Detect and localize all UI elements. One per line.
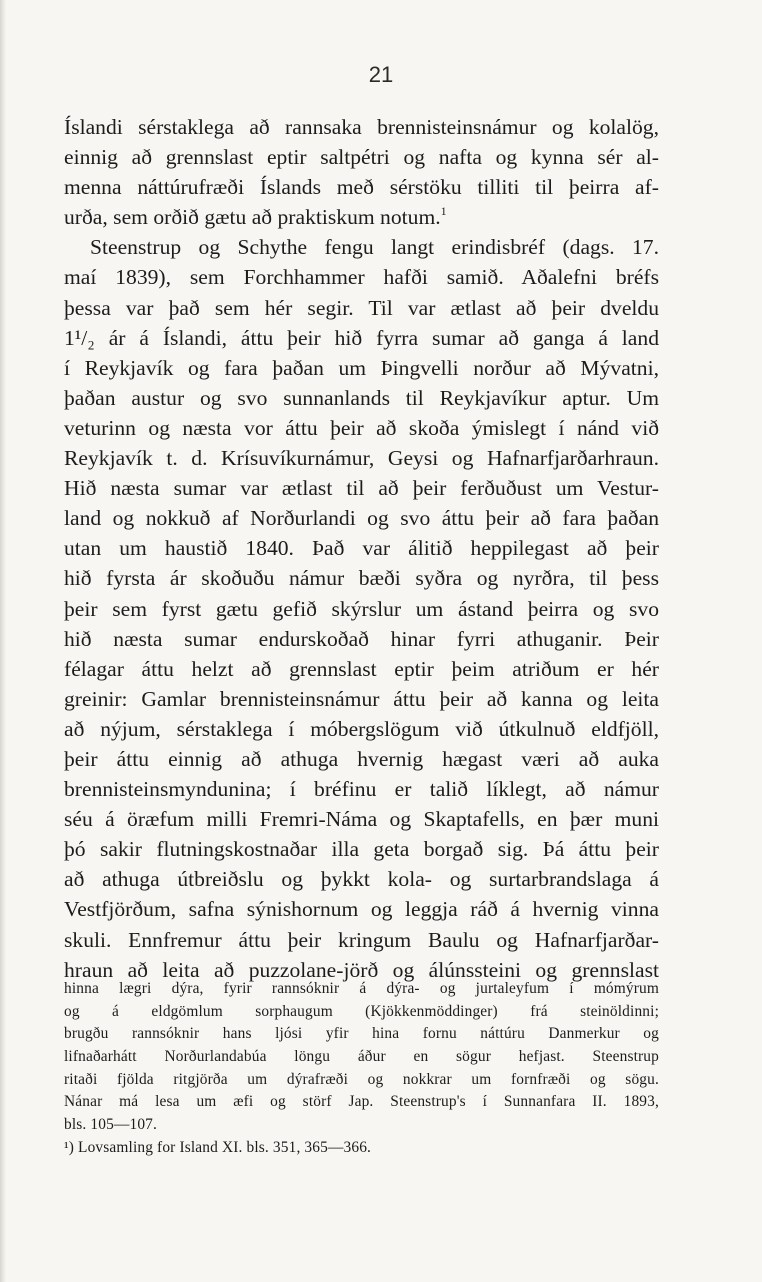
body-line-text: Hið næsta sumar var ætlast til að þeir ferðuðust um Vestur-: [64, 476, 659, 501]
body-line-text: 1¹/₂ ár á Íslandi, áttu þeir hið fyrra sumar að ganga á land: [64, 325, 659, 350]
body-line: [64, 533, 659, 563]
footnote-line-text: brugðu rannsóknir hans ljósi yfir hina fornu náttúru Danmerkur og: [64, 1025, 659, 1043]
body-line-text: félagar áttu helzt að grennslast eptir þeim atriðum er hér: [64, 656, 659, 681]
body-line-text: þaðan austur og svo sunnanlands til Reykjavíkur aptur. Um: [64, 385, 659, 410]
body-line-text: Reykjavík t. d. Krísuvíkurnámur, Geysi og Hafnarfjarðarhraun.: [64, 446, 659, 471]
body-line: [64, 864, 659, 894]
body-line-text: hraun að leita að puzzolane-jörð og álúnssteini og grennslast: [64, 957, 659, 982]
body-line-text: þeir sem fyrst gætu gefið skýrslur um ástand þeirra og svo: [64, 596, 659, 621]
body-line: [64, 654, 659, 684]
body-line: [64, 774, 659, 804]
body-line-text: utan um haustið 1840. Það var álitið heppilegast að þeir: [64, 536, 659, 561]
body-line-text: í Reykjavík og fara þaðan um Þingvelli norður að Mývatni,: [64, 355, 659, 380]
body-line: [64, 834, 659, 864]
body-line: [64, 443, 659, 473]
body-line: [64, 563, 659, 593]
body-line-text: maí 1839), sem Forchhammer hafði samið. Aðalefni bréfs: [64, 265, 659, 290]
page-number: 21: [368, 62, 394, 87]
body-line-text: þó sakir flutningskostnaðar illa geta borgað sig. Þá áttu þeir: [64, 837, 659, 862]
body-line: [64, 894, 659, 924]
body-line: [64, 383, 659, 413]
body-text: [64, 112, 659, 985]
body-line: [64, 323, 659, 353]
footnotes: [64, 978, 659, 1160]
footnote-line: [64, 1114, 659, 1137]
body-line: [64, 925, 659, 955]
footnote-line: [64, 1046, 659, 1069]
body-line: [64, 353, 659, 383]
footnote-line: [64, 1001, 659, 1024]
body-line: [64, 413, 659, 443]
body-line-text: Vestfjörðum, safna sýnishornum og leggja ráð á hvernig vinna: [64, 897, 659, 922]
body-line: [64, 624, 659, 654]
footnote-line-text: lifnaðarhátt Norðurlandabúa löngu áður en sögur hefjast. Steenstrup: [64, 1048, 659, 1066]
body-line: [64, 202, 659, 232]
footnote-line: [64, 978, 659, 1001]
footnote-line-text: bls. 105—107.: [64, 1116, 158, 1134]
body-line-text: land og nokkuð af Norðurlandi og svo áttu þeir að fara þaðan: [64, 506, 659, 531]
footnote-line: [64, 1137, 659, 1160]
body-line-text: Steenstrup og Schythe fengu langt erindisbréf (dags. 17.: [90, 235, 659, 260]
body-line-text: séu á öræfum milli Fremri-Náma og Skaptafells, en þær muni: [64, 807, 659, 832]
body-line: [64, 142, 659, 172]
body-line: [64, 744, 659, 774]
body-line-text: greinir: Gamlar brennisteinsnámur áttu þeir að kanna og leita: [64, 686, 659, 711]
body-line-text: menna náttúrufræði Íslands með sérstöku tilliti til þeirra af-: [64, 175, 659, 200]
footnote-line: [64, 1023, 659, 1046]
body-line: [64, 172, 659, 202]
footnote-marker: 1: [440, 204, 447, 219]
footnote-line-text: ritaði fjölda ritgjörða um dýrafræði og nokkrar um fornfræði og sögu.: [64, 1070, 659, 1088]
body-line: [64, 473, 659, 503]
body-line: [64, 714, 659, 744]
body-line-text: hið næsta sumar endurskoðað hinar fyrri athuganir. Þeir: [64, 626, 659, 651]
body-line-text: urða, sem orðið gætu að praktiskum notum.: [64, 205, 441, 230]
body-line: [64, 293, 659, 323]
body-line: [64, 804, 659, 834]
body-line-text: brennisteinsmyndunina; í bréfinu er talið líklegt, að námur: [64, 777, 659, 802]
footnote-line-text: hinna lægri dýra, fyrir rannsóknir á dýra- og jurtaleyfum í mómýrum: [64, 980, 659, 997]
body-line-text: að nýjum, sérstaklega í móbergslögum við útkulnuð eldfjöll,: [64, 716, 659, 741]
footnote-line: [64, 1091, 659, 1114]
body-line-text: Íslandi sérstaklega að rannsaka brennisteinsnámur og kolalög,: [64, 115, 659, 139]
body-line: [64, 112, 659, 142]
body-line: [64, 594, 659, 624]
body-line: [64, 503, 659, 533]
footnote-line-text: ¹) Lovsamling for Island XI. bls. 351, 365—366.: [64, 1138, 372, 1156]
body-line: [64, 262, 659, 292]
body-line: [64, 232, 659, 262]
body-line-text: að athuga útbreiðslu og þykkt kola- og surtarbrandslaga á: [64, 867, 659, 892]
body-line-text: þessa var það sem hér segir. Til var ætlast að þeir dveldu: [64, 295, 659, 320]
footnote-line-text: Nánar má lesa um æfi og störf Jap. Steenstrup's í Sunnanfara II. 1893,: [64, 1093, 659, 1111]
body-line-text: veturinn og næsta vor áttu þeir að skoða ýmislegt í nánd við: [64, 415, 659, 440]
body-line-text: þeir áttu einnig að athuga hvernig hægast væri að auka: [64, 746, 659, 771]
body-line: [64, 684, 659, 714]
footnote-line: [64, 1069, 659, 1092]
page-edge-shadow: [0, 0, 6, 1282]
body-line-text: skuli. Ennfremur áttu þeir kringum Baulu og Hafnarfjarðar-: [64, 927, 659, 952]
body-line-text: einnig að grennslast eptir saltpétri og nafta og kynna sér al-: [64, 145, 659, 170]
footnote-line-text: og á eldgömlum sorphaugum (Kjökkenmöddinger) frá steinöldinni;: [64, 1002, 659, 1020]
body-line-text: hið fyrsta ár skoðuðu námur bæði syðra og nyrðra, til þess: [64, 566, 659, 591]
